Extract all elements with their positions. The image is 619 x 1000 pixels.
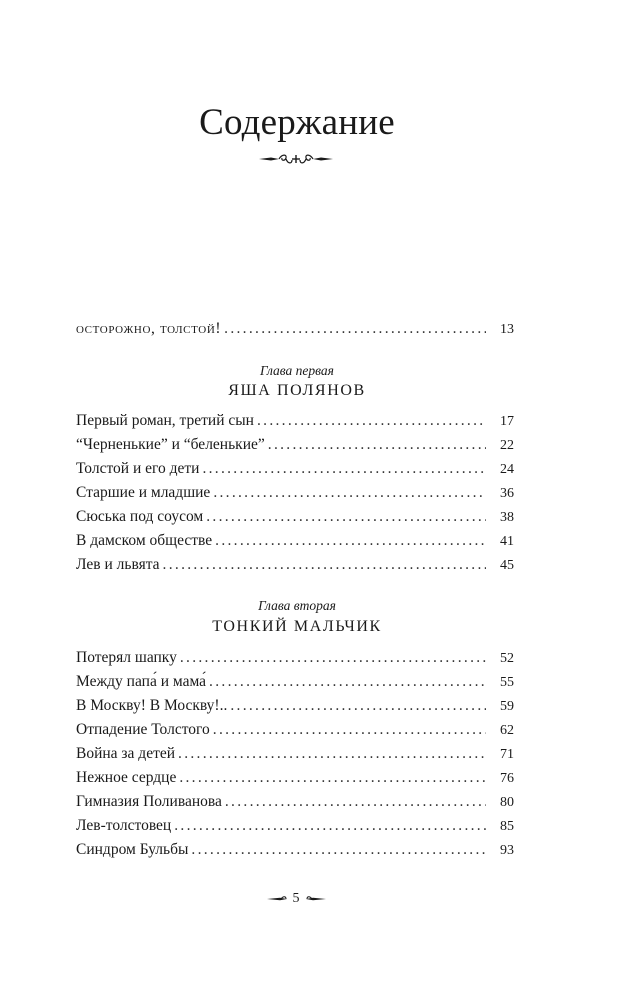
chapter-title: ТОНКИЙ МАЛЬЧИК bbox=[212, 618, 382, 635]
toc-entry-page: 22 bbox=[500, 438, 514, 453]
toc-entry[interactable] bbox=[76, 695, 514, 717]
flourish-ornament-icon bbox=[257, 151, 335, 167]
dot-leader bbox=[180, 647, 486, 669]
toc-entry[interactable] bbox=[76, 647, 514, 669]
toc-entry-page: 41 bbox=[500, 534, 514, 549]
left-arrow-flourish-icon bbox=[267, 894, 287, 904]
toc-entry-page: 52 bbox=[500, 651, 514, 666]
page-footer bbox=[263, 888, 329, 910]
toc-entry-page: 62 bbox=[500, 723, 514, 738]
dot-leader bbox=[206, 506, 486, 528]
toc-entry[interactable] bbox=[76, 482, 514, 504]
toc-entry-title: Лев-толстовец bbox=[76, 817, 172, 834]
dot-leader bbox=[268, 434, 486, 456]
toc-entry-title: Война за детей bbox=[76, 745, 176, 762]
toc-entry-page: 24 bbox=[500, 462, 514, 477]
toc-entry-title: Лев и львята bbox=[76, 556, 160, 573]
toc-entry-title: Синдром Бульбы bbox=[76, 841, 189, 858]
toc-entry-title: В дамском обществе bbox=[76, 532, 213, 549]
toc-entry[interactable] bbox=[76, 719, 514, 741]
toc-entry[interactable] bbox=[76, 815, 514, 837]
toc-entry-title: В Москву! В Москву!.. bbox=[76, 697, 228, 714]
toc-entry-page: 71 bbox=[500, 747, 514, 762]
toc-entry-title: Старшие и младшие bbox=[76, 484, 211, 501]
toc-entry-title: Гимназия Поливанова bbox=[76, 793, 222, 810]
dot-leader bbox=[213, 482, 486, 504]
toc-entry-title: Нежное сердце bbox=[76, 769, 177, 786]
toc-entry-page: 80 bbox=[500, 795, 514, 810]
toc-entry[interactable] bbox=[76, 458, 514, 480]
dot-leader bbox=[224, 318, 486, 340]
toc-entry[interactable] bbox=[76, 791, 514, 813]
toc-entry-page: 13 bbox=[500, 322, 514, 337]
toc-entry-intro[interactable] bbox=[76, 318, 514, 340]
toc-entry-title: Отпадение Толстого bbox=[76, 721, 210, 738]
toc-entry-title: Сюська под соусом bbox=[76, 508, 204, 525]
toc-entry[interactable] bbox=[76, 743, 514, 765]
toc-entry[interactable] bbox=[76, 434, 514, 456]
toc-entry[interactable] bbox=[76, 839, 514, 861]
toc-entry[interactable] bbox=[76, 410, 514, 432]
dot-leader bbox=[178, 743, 486, 765]
toc-entry-page: 55 bbox=[500, 675, 514, 690]
toc-entry-title: “Черненькие” и “беленькие” bbox=[76, 436, 265, 453]
dot-leader bbox=[209, 671, 486, 693]
right-arrow-flourish-icon bbox=[306, 894, 326, 904]
chapter-label: Глава вторая bbox=[258, 598, 336, 613]
toc-entry[interactable] bbox=[76, 671, 514, 693]
dot-leader bbox=[191, 839, 486, 861]
chapter-title: ЯША ПОЛЯНОВ bbox=[228, 382, 366, 399]
toc-entry-title: осторожно, толстой! bbox=[76, 320, 222, 337]
toc-entry-title: Первый роман, третий сын bbox=[76, 412, 254, 429]
dot-leader bbox=[225, 791, 486, 813]
page-number: 5 bbox=[292, 891, 300, 906]
toc-entry-page: 36 bbox=[500, 486, 514, 501]
dot-leader bbox=[202, 458, 486, 480]
dot-leader bbox=[257, 410, 486, 432]
dot-leader bbox=[215, 530, 486, 552]
toc-entry[interactable] bbox=[76, 506, 514, 528]
toc-entry-page: 38 bbox=[500, 510, 514, 525]
dot-leader bbox=[230, 695, 486, 717]
toc-entry-page: 76 bbox=[500, 771, 514, 786]
toc-entry-page: 85 bbox=[500, 819, 514, 834]
toc-entry-page: 17 bbox=[500, 414, 514, 429]
toc-entry-page: 93 bbox=[500, 843, 514, 858]
toc-entry[interactable] bbox=[76, 767, 514, 789]
toc-entry[interactable] bbox=[76, 554, 514, 576]
chapter-label: Глава первая bbox=[260, 363, 334, 378]
dot-leader bbox=[213, 719, 486, 741]
toc-entry-page: 59 bbox=[500, 699, 514, 714]
toc-entry-title: Потерял шапку bbox=[76, 649, 177, 666]
toc-entry-title: Между папа́ и мама́ bbox=[76, 673, 207, 690]
dot-leader bbox=[179, 767, 486, 789]
toc-entry[interactable] bbox=[76, 530, 514, 552]
page-title: Содержание bbox=[199, 102, 395, 143]
toc-entry-title: Толстой и его дети bbox=[76, 460, 200, 477]
dot-leader bbox=[174, 815, 486, 837]
dot-leader bbox=[163, 554, 486, 576]
toc-entry-page: 45 bbox=[500, 558, 514, 573]
